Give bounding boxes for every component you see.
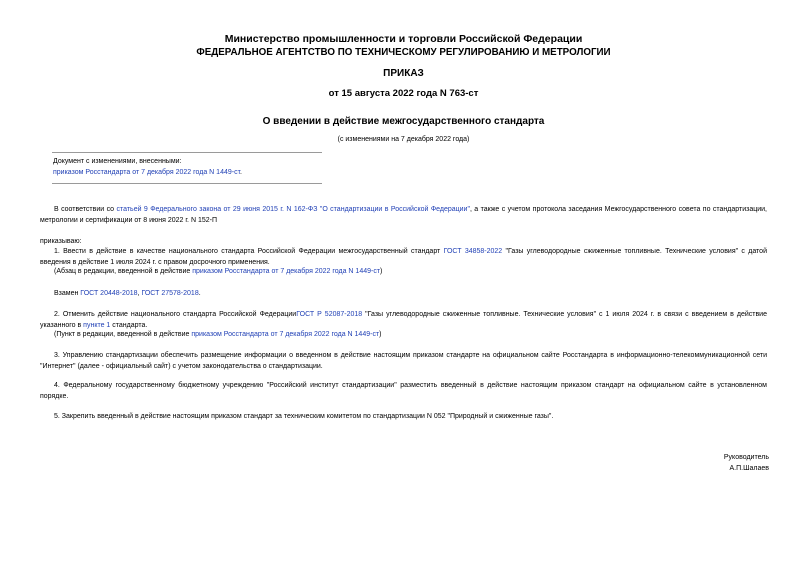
gost-34858-link[interactable]: ГОСТ 34858-2022 xyxy=(443,248,503,255)
item-2-edit-text-2: ) xyxy=(379,331,382,338)
item-2-text-3: стандарта. xyxy=(110,322,148,329)
item-4-paragraph: 4. Федеральному государственному бюджетному учреждению "Российский институт стандартизации" разместить введенный в действие настоящим приказом стандарт на официальном сайте в установленном порядке. xyxy=(40,382,767,400)
item-5-paragraph: 5. Закрепить введенный в действие настоящим приказом стандарт за техническим комитетом по стандартизации N 052 "Природный и сжиженные газы". xyxy=(54,413,554,420)
item-1-edit-text-1: (Абзац в редакции, введенной в действие xyxy=(54,268,193,275)
item-1-paragraph xyxy=(40,246,767,268)
agency-heading: ФЕДЕРАЛЬНОЕ АГЕНТСТВО ПО ТЕХНИЧЕСКОМУ РЕГУЛИРОВАНИЮ И МЕТРОЛОГИИ xyxy=(196,47,611,58)
note-bottom-divider xyxy=(52,183,322,184)
item-1-edit-text-2: ) xyxy=(380,268,383,275)
item-1-edit-order-link[interactable]: приказом Росстандарта от 7 декабря 2022 года N 1449-ст xyxy=(192,268,381,275)
gost-20448-link[interactable]: ГОСТ 20448-2018 xyxy=(80,290,138,297)
preamble-text-1: В соответствии со xyxy=(54,206,117,213)
preamble-paragraph xyxy=(40,204,767,226)
replaced-text-2: , xyxy=(137,290,142,297)
replaced-text-3: . xyxy=(198,290,201,297)
signature-role: Руководитель xyxy=(723,454,769,461)
item-2-text-1: 2. Отменить действие национального стандарта Российской Федерации xyxy=(54,311,297,318)
document-date-number: от 15 августа 2022 года N 763-ст xyxy=(328,88,479,99)
replaced-text-1: Взамен xyxy=(54,290,81,297)
item-2-edit-text-1: (Пункт в редакции, введенной в действие xyxy=(54,331,192,338)
replaced-standards-paragraph xyxy=(40,288,767,299)
item-1-text-1: 1. Ввести в действие в качестве национального стандарта Российской Федерации межгосударственный стандарт xyxy=(54,248,444,255)
document-title: О введении в действие межгосударственного стандарта xyxy=(262,116,545,127)
item-1-text-2: "Газы углеводородные сжиженные топливные. Технические условия" с датой введения в действие 1 июля 2024 г. с правом досрочного применения. xyxy=(40,248,767,266)
item-2-paragraph xyxy=(40,309,767,331)
document-type: ПРИКАЗ xyxy=(383,68,424,79)
item-1-reference-link[interactable]: пункте 1 xyxy=(83,322,111,329)
signature-name: А.П.Шалаев xyxy=(729,465,769,472)
item-3-paragraph: 3. Управлению стандартизации обеспечить размещение информации о введенном в действие настоящим приказом стандарте на официальном сайте Росстандарта в информационно-телекоммуникационной сети "Интернет" (далее - официальный сайт) с учетом законодательства о стандартизации. xyxy=(40,352,767,370)
federal-law-link[interactable]: статьей 9 Федерального закона от 29 июня 2015 г. N 162-ФЗ "О стандартизации в Российской Федерации" xyxy=(116,206,470,213)
amendments-note: (с изменениями на 7 декабря 2022 года) xyxy=(337,136,470,143)
note-link-line xyxy=(53,167,242,178)
order-word: приказываю: xyxy=(40,238,82,245)
preamble-text-2: , а также с учетом протокола заседания Межгосударственного совета по стандартизации, метрологии и сертификации от 8 июня 2022 г. N 152-П xyxy=(40,206,767,224)
gost-r-52087-link[interactable]: ГОСТ Р 52087-2018 xyxy=(296,311,363,318)
note-top-divider xyxy=(52,152,322,153)
item-1-edit-note xyxy=(40,266,767,277)
item-2-edit-note xyxy=(40,329,767,340)
amendment-order-link[interactable]: приказом Росстандарта от 7 декабря 2022 года N 1449-ст xyxy=(53,169,241,176)
gost-27578-link[interactable]: ГОСТ 27578-2018 xyxy=(141,290,199,297)
note-tail: . xyxy=(240,169,242,176)
ministry-heading: Министерство промышленности и торговли Российской Федерации xyxy=(224,33,583,45)
item-2-text-2: "Газы углеводородные сжиженные топливные. Технические условия" с 1 июля 2024 г. в связи с введением в действие указанного в xyxy=(40,311,767,329)
note-intro: Документ с изменениями, внесенными: xyxy=(53,158,182,165)
item-2-edit-order-link[interactable]: приказом Росстандарта от 7 декабря 2022 года N 1449-ст xyxy=(191,331,380,338)
